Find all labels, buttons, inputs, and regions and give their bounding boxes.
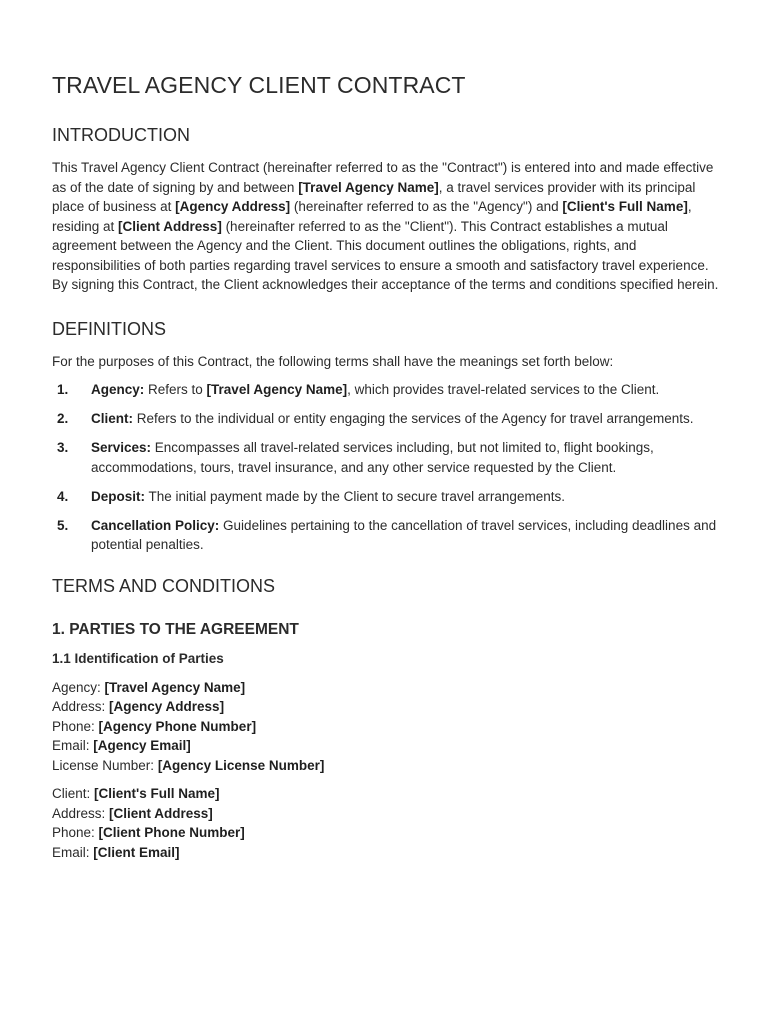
info-label: Client:: [52, 786, 95, 801]
introduction-heading: INTRODUCTION: [52, 125, 190, 145]
info-label: Address:: [52, 805, 110, 821]
document-title: TRAVEL AGENCY CLIENT CONTRACT: [52, 72, 466, 98]
definition-number: 4.: [57, 488, 69, 504]
client-address-line: [52, 804, 722, 824]
info-label: Phone:: [52, 718, 99, 734]
definition-number: 5.: [57, 517, 69, 533]
definition-text: Refers to the individual or entity engaging the services of the Agency for travel arrangements.: [133, 411, 694, 426]
agency-info-block: [52, 678, 722, 776]
definition-text: Refers to: [144, 382, 207, 397]
info-value: [Client Email]: [93, 844, 180, 860]
intro-placeholder-agency-name: [Travel Agency Name]: [298, 179, 439, 195]
intro-placeholder-agency-address: [Agency Address]: [175, 199, 291, 214]
definition-item-services: [52, 438, 722, 477]
agency-email-line: [52, 736, 722, 756]
info-label: Email:: [52, 844, 94, 860]
terms-heading: TERMS AND CONDITIONS: [52, 575, 276, 596]
agency-name-line: [52, 678, 722, 698]
agency-phone-line: [52, 717, 722, 737]
definition-item-agency: [52, 380, 722, 400]
agency-address-line: [52, 697, 722, 717]
intro-text-3: (hereinafter referred to as the "Agency") and: [290, 199, 563, 214]
client-name-line: [52, 784, 722, 804]
intro-placeholder-client-address: [Client Address]: [118, 218, 222, 234]
definition-text: , which provides travel-related services to the Client.: [347, 382, 660, 397]
intro-text-4: , residing at: [52, 199, 692, 234]
definition-term: Cancellation Policy:: [91, 517, 220, 533]
definition-number: 2.: [57, 411, 69, 426]
identification-heading: 1.1 Identification of Parties: [52, 650, 224, 666]
info-value: [Client Address]: [109, 805, 213, 821]
definition-term: Client:: [91, 411, 133, 426]
info-label: Address:: [52, 699, 110, 714]
definitions-heading: DEFINITIONS: [52, 318, 167, 339]
info-value: [Client Phone Number]: [98, 825, 245, 840]
definition-text: The initial payment made by the Client to secure travel arrangements.: [145, 488, 565, 504]
info-value: [Agency Email]: [93, 738, 191, 753]
info-value: [Travel Agency Name]: [104, 679, 246, 695]
definition-item-cancellation-policy: [52, 516, 722, 555]
definition-text: Encompasses all travel-related services including, but not limited to, flight bookings, accommodations, tours, travel insurance, and any other service requested by the Client.: [91, 440, 654, 475]
info-label: License Number:: [52, 757, 158, 773]
definition-term: Deposit:: [91, 488, 145, 504]
intro-text-2: , a travel services provider with its principal place of business at: [52, 179, 696, 214]
client-email-line: [52, 843, 722, 863]
document-page: [52, 68, 722, 871]
intro-placeholder-client-name: [Client's Full Name]: [562, 199, 688, 214]
definition-number: 3.: [57, 440, 69, 455]
client-info-block: [52, 784, 722, 862]
definition-item-client: [52, 409, 722, 429]
info-value: [Agency License Number]: [157, 757, 325, 773]
definition-number: 1.: [57, 382, 69, 397]
info-label: Agency:: [52, 679, 105, 695]
info-label: Phone:: [52, 825, 99, 840]
intro-text-1: This Travel Agency Client Contract (hereinafter referred to as the "Contract") is entered into and made effective as of the date of signing by and between: [52, 160, 714, 195]
definition-placeholder-agency-name: [Travel Agency Name]: [206, 382, 348, 397]
client-phone-line: [52, 823, 722, 843]
info-value: [Agency Address]: [109, 699, 225, 714]
agency-license-line: [52, 756, 722, 776]
definitions-list: [52, 380, 722, 555]
info-value: [Client's Full Name]: [94, 786, 220, 801]
info-value: [Agency Phone Number]: [98, 718, 257, 734]
introduction-paragraph: [52, 158, 722, 295]
info-label: Email:: [52, 738, 94, 753]
definitions-intro: For the purposes of this Contract, the following terms shall have the meanings set forth below:: [52, 353, 614, 369]
definition-text: Guidelines pertaining to the cancellation of travel services, including deadlines and potential penalties.: [91, 517, 717, 552]
definition-item-deposit: [52, 487, 722, 507]
intro-text-5: (hereinafter referred to as the "Client"). This Contract establishes a mutual agreement between the Agency and the Client. This document outlines the obligations, rights, and responsibilities of both parties regarding travel services to ensure a smooth and satisfactory travel experience. By signing this Contract, the Client acknowledges their acceptance of the terms and conditions specified herein.: [52, 218, 719, 292]
definition-term: Agency:: [91, 382, 145, 397]
definition-term: Services:: [91, 440, 152, 455]
parties-heading: 1. PARTIES TO THE AGREEMENT: [52, 620, 299, 638]
